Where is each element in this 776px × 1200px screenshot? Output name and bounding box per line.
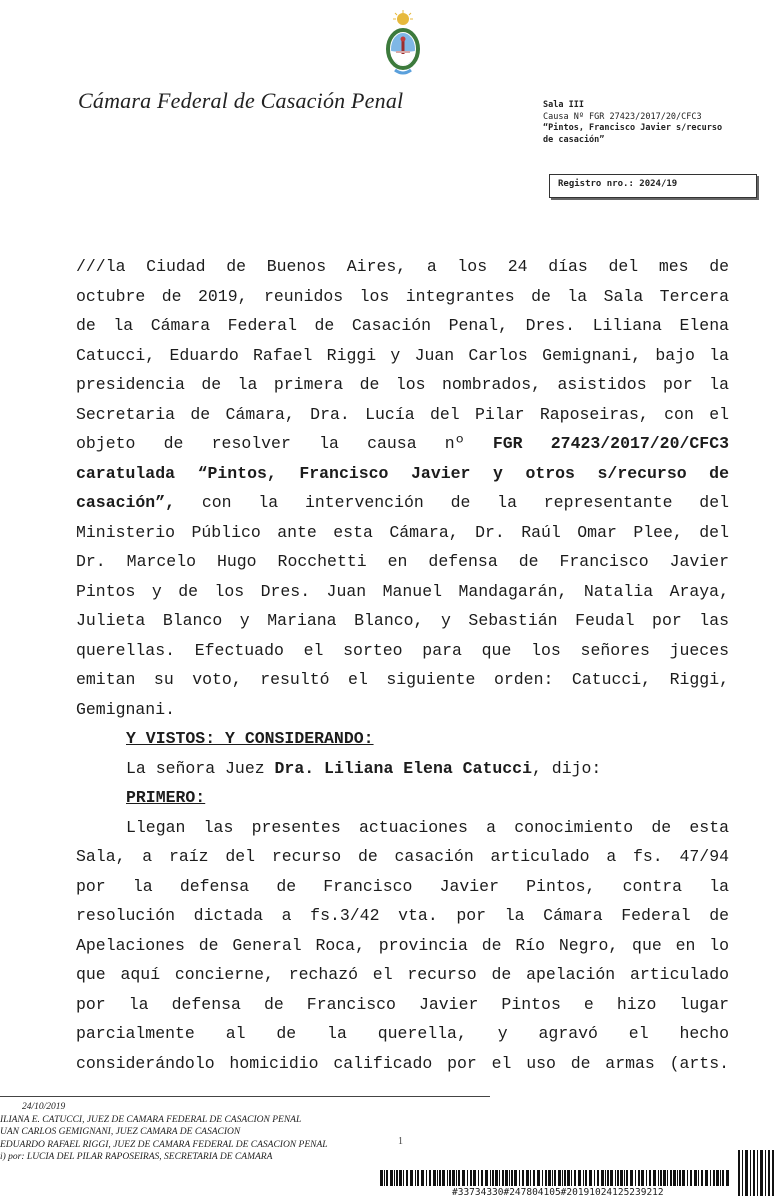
body-line: Pintos y de los Dres. Juan Manuel Mandagarán, Natalia Araya, bbox=[76, 581, 729, 601]
body-line: de la Cámara Federal de Casación Penal, Dres. Liliana Elena bbox=[76, 316, 729, 335]
body-line: octubre de 2019, reunidos los integrantes de la Sala Tercera bbox=[76, 286, 729, 306]
section-heading bbox=[76, 783, 729, 813]
caratula-line-2: de casación” bbox=[543, 134, 605, 145]
body-line bbox=[76, 459, 729, 489]
body-line: resolución dictada a fs.3/42 vta. por la Cámara Federal de bbox=[76, 906, 729, 925]
body-text-segment: con la intervención de la representante del bbox=[201, 493, 729, 512]
body-line: por la defensa de Francisco Javier Pintos, contra la bbox=[76, 876, 729, 896]
body-line: Julieta Blanco y Mariana Blanco, y Sebastián Feudal por las bbox=[76, 611, 729, 630]
judge-line bbox=[76, 754, 729, 784]
footer-divider bbox=[0, 1096, 490, 1097]
resolution-body bbox=[76, 252, 729, 1078]
caratula-bold: caratulada “Pintos, Francisco Javier y otros s/recurso de bbox=[76, 463, 729, 483]
signature-line: ILIANA E. CATUCCI, JUEZ DE CAMARA FEDERAL DE CASACION PENAL bbox=[0, 1114, 302, 1125]
court-name: Cámara Federal de Casación Penal bbox=[78, 88, 404, 113]
body-line: Apelaciones de General Roca, provincia de Río Negro, que en lo bbox=[76, 935, 729, 955]
body-line: presidencia de la primera de los nombrados, asistidos por la bbox=[76, 375, 729, 394]
signature-date: 24/10/2019 bbox=[22, 1102, 66, 1112]
barcode-icon bbox=[380, 1170, 730, 1186]
body-line: Secretaria de Cámara, Dra. Lucía del Pilar Raposeiras, con el bbox=[76, 404, 729, 424]
signature-line: UAN CARLOS GEMIGNANI, JUEZ CAMARA DE CASACION bbox=[0, 1127, 241, 1138]
judge-name-bold: Dra. Liliana Elena Catucci bbox=[274, 758, 532, 778]
caratula-line-1: “Pintos, Francisco Javier s/recurso bbox=[543, 123, 723, 133]
page-number: 1 bbox=[398, 1136, 403, 1147]
body-line: por la defensa de Francisco Javier Pintos e hizo lugar bbox=[76, 994, 729, 1014]
body-line bbox=[76, 488, 729, 518]
body-line: Llegan las presentes actuaciones a conocimiento de esta bbox=[126, 817, 729, 837]
body-line: Sala, a raíz del recurso de casación articulado a fs. 47/94 bbox=[76, 847, 729, 866]
body-line: que aquí concierne, rechazó el recurso de apelación articulado bbox=[76, 965, 729, 984]
body-line: considerándolo homicidio calificado por el uso de armas (arts. bbox=[76, 1053, 729, 1073]
body-line: querellas. Efectuado el sorteo para que los señores jueces bbox=[76, 640, 729, 660]
body-line: emitan su voto, resultó el siguiente orden: Catucci, Riggi, bbox=[76, 670, 729, 689]
body-text-segment: objeto de resolver la causa nº bbox=[76, 434, 465, 453]
document-code-icon bbox=[738, 1150, 774, 1196]
registro-box: Registro nro.: 2024/19 bbox=[549, 174, 757, 198]
body-text-segment: La señora Juez bbox=[126, 758, 265, 778]
body-text-segment: , dijo: bbox=[531, 758, 602, 778]
body-line: Gemignani. bbox=[76, 699, 176, 719]
vistos-heading: Y VISTOS: Y CONSIDERANDO: bbox=[126, 729, 374, 748]
body-line: Catucci, Eduardo Rafael Riggi y Juan Carlos Gemignani, bajo la bbox=[76, 345, 729, 365]
body-line bbox=[76, 429, 729, 459]
body-line: parcialmente al de la querella, y agravó el hecho bbox=[76, 1024, 729, 1043]
causa-number: Causa Nº FGR 27423/2017/20/CFC3 bbox=[543, 111, 702, 122]
caratula-bold-end: casación”, bbox=[76, 493, 176, 512]
primero-heading: PRIMERO: bbox=[126, 788, 206, 807]
signature-line: EDUARDO RAFAEL RIGGI, JUEZ DE CAMARA FEDERAL DE CASACION PENAL bbox=[0, 1139, 328, 1150]
barcode-number: #33734330#247804105#20191024125239212 bbox=[452, 1187, 664, 1198]
section-heading bbox=[76, 724, 729, 754]
body-line: Ministerio Público ante esta Cámara, Dr. Raúl Omar Plee, del bbox=[76, 522, 729, 542]
case-header bbox=[543, 100, 763, 146]
sala-label: Sala III bbox=[543, 100, 584, 110]
body-line: Dr. Marcelo Hugo Rocchetti en defensa de Francisco Javier bbox=[76, 552, 729, 571]
coat-of-arms-icon bbox=[381, 10, 425, 78]
signature-line: i) por: LUCIA DEL PILAR RAPOSEIRAS, SECRETARIA DE CAMARA bbox=[0, 1152, 273, 1163]
body-line: ///la Ciudad de Buenos Aires, a los 24 días del mes de bbox=[76, 257, 729, 276]
signature-footer bbox=[0, 1101, 420, 1164]
case-number-bold: FGR 27423/2017/20/CFC3 bbox=[492, 434, 729, 453]
